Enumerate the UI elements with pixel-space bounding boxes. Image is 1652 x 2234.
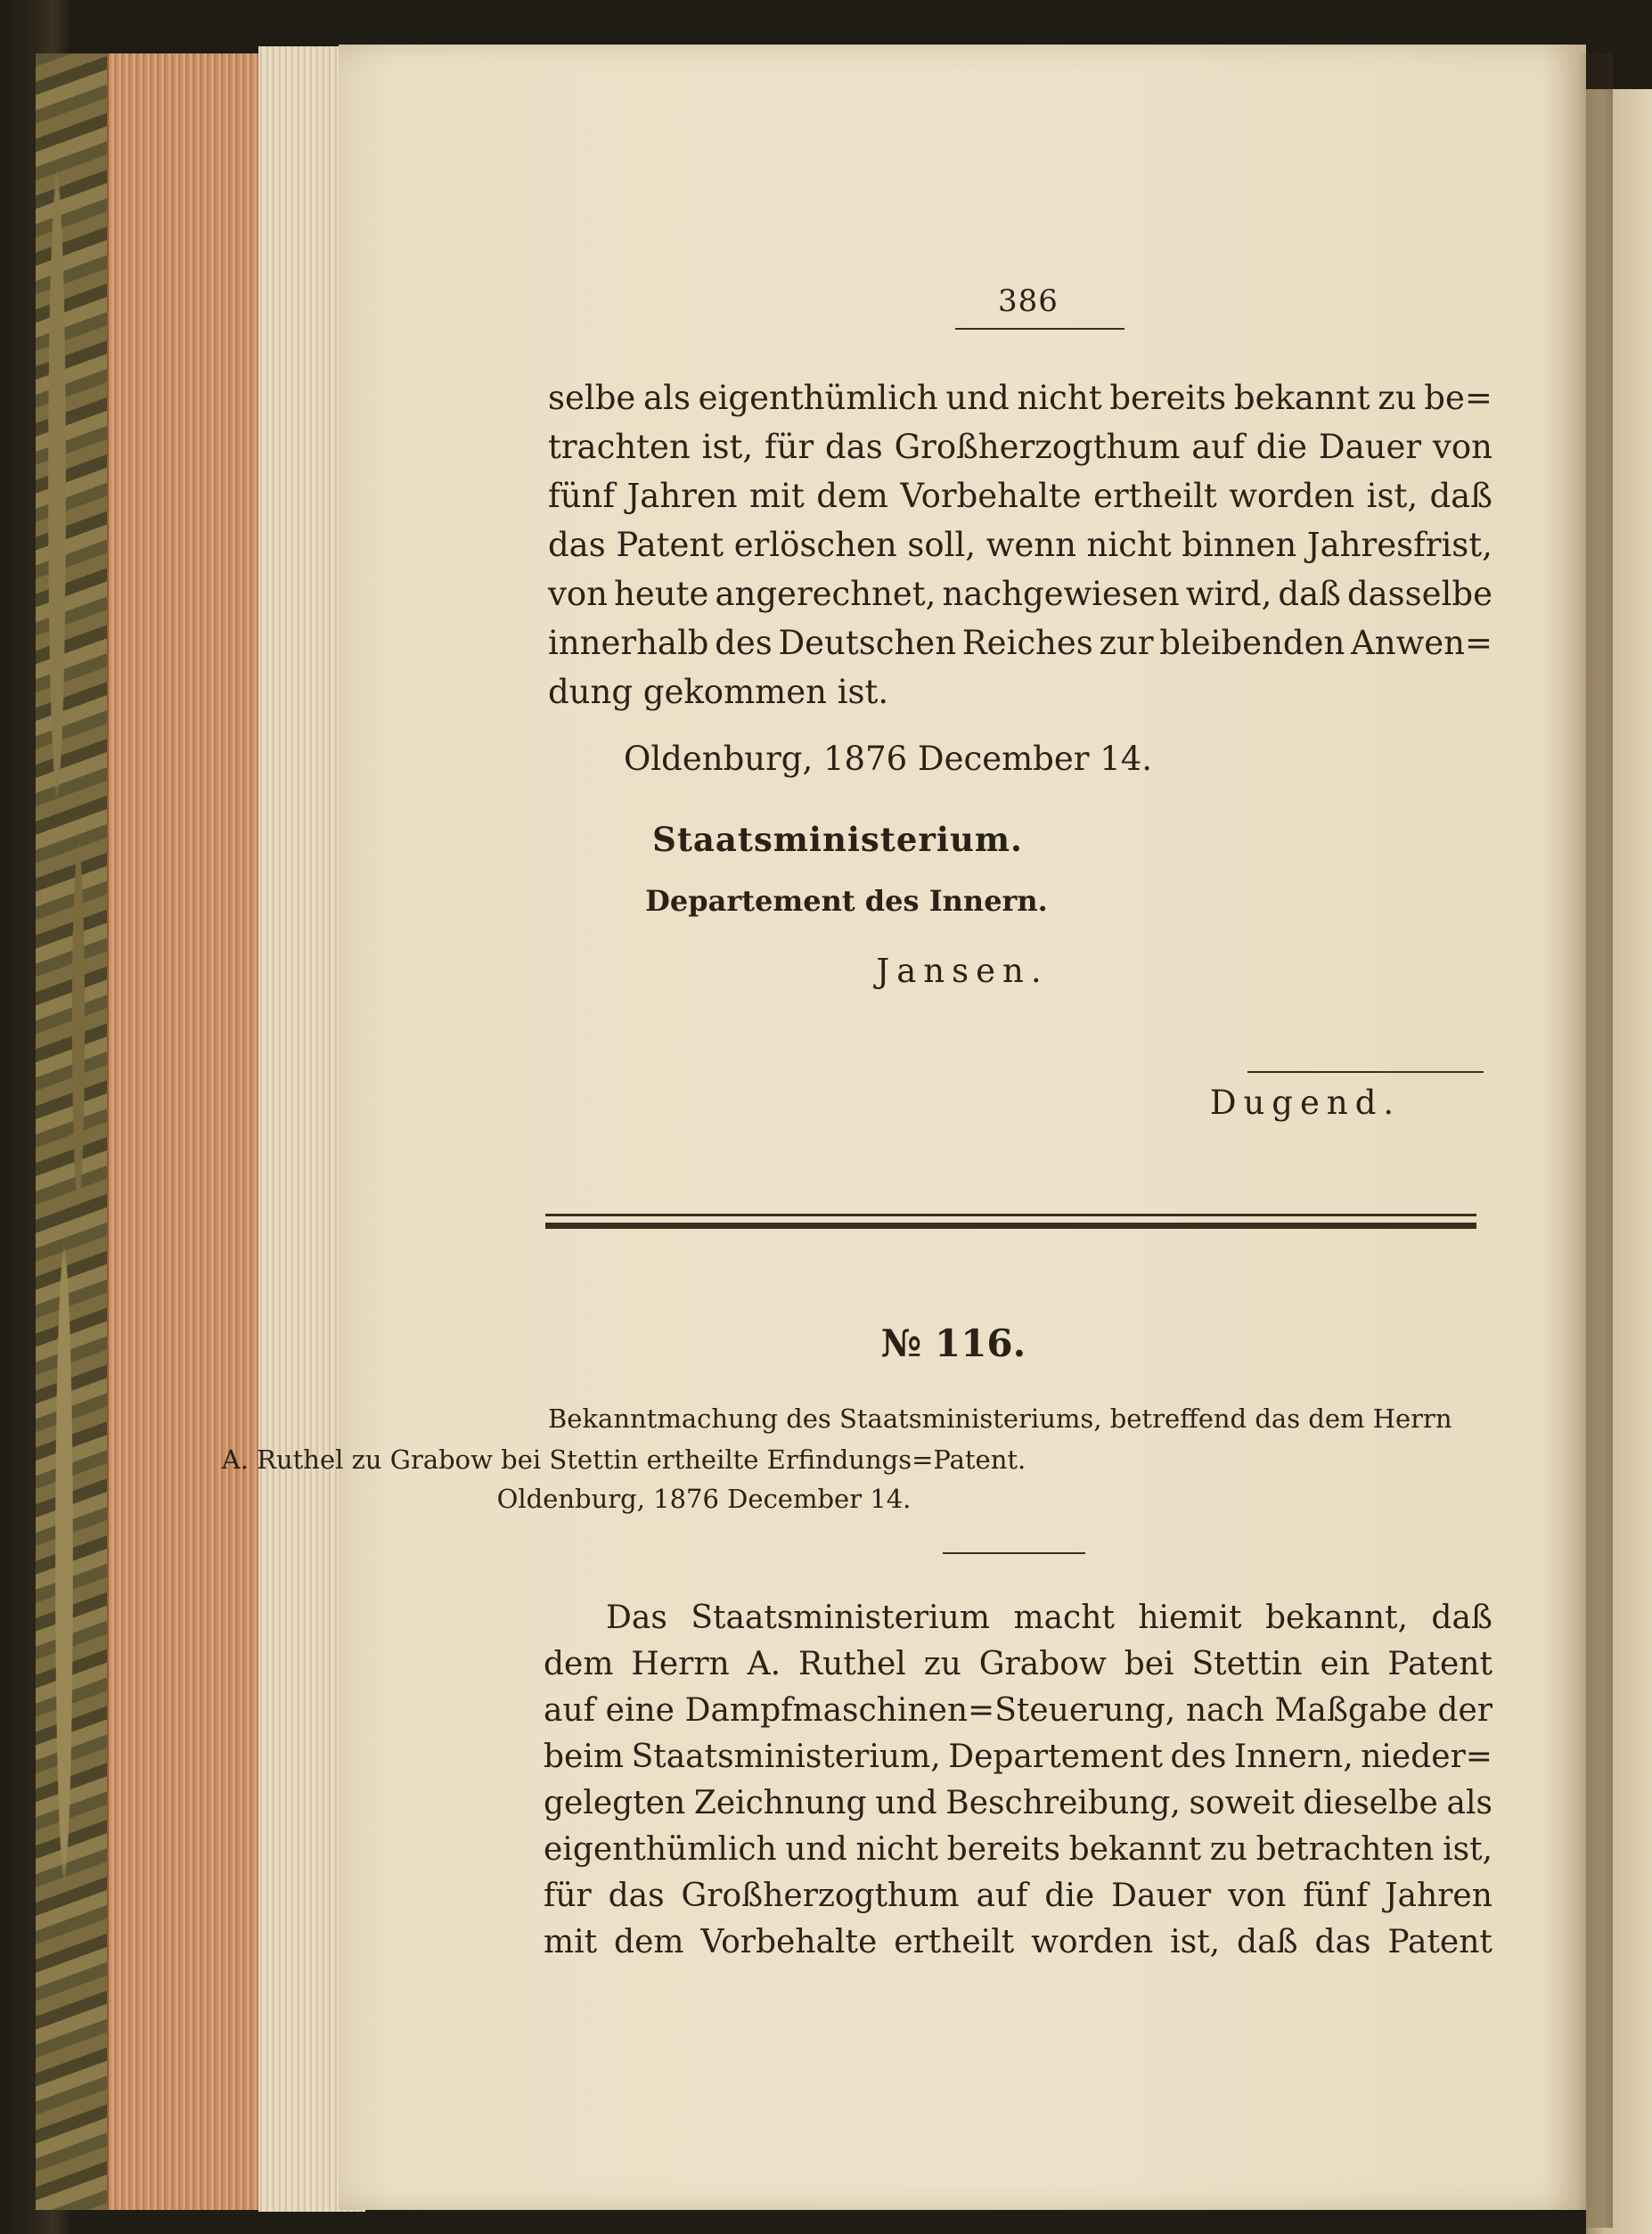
page-number-rule — [955, 328, 1125, 330]
paragraph-line: das Patent erlöschen soll, wenn nicht binnen Jahresfrist, — [548, 526, 1493, 564]
paragraph-line: fünf Jahren mit dem Vorbehalte ertheilt worden ist, daß — [548, 477, 1493, 515]
paragraph-line: dung gekommen ist. — [548, 673, 889, 711]
announcement-title-line-2: A. Ruthel zu Grabow bei Stettin ertheilte Erfindungs=Patent. — [221, 1444, 1026, 1475]
paragraph-line: innerhalb des Deutschen Reiches zur bleibenden Anwen= — [548, 624, 1493, 662]
paragraph-line: trachten ist, für das Großherzogthum auf die Dauer von — [548, 428, 1493, 466]
paragraph-line: auf eine Dampfmaschinen=Steuerung, nach Maßgabe der — [544, 1692, 1493, 1729]
paragraph-line: beim Staatsministerium, Departement des Innern, nieder= — [544, 1739, 1493, 1775]
paragraph-line: dem Herrn A. Ruthel zu Grabow bei Stettin ein Patent — [544, 1646, 1493, 1682]
paragraph-line: Das Staatsministerium macht hiemit bekannt, daß — [606, 1600, 1493, 1636]
page-gutter-shadow — [1577, 53, 1613, 2228]
page-number: 386 — [998, 283, 1059, 319]
title-rule — [943, 1552, 1085, 1554]
announcement-number: № 116. — [880, 1322, 1026, 1365]
signer-name: Jansen. — [876, 952, 1049, 990]
paragraph-line: selbe als eigenthümlich und nicht bereits bekannt zu be= — [548, 379, 1493, 417]
ministry-name: Staatsministerium. — [652, 820, 1023, 859]
paragraph-line: gelegten Zeichnung und Beschreibung, soweit dieselbe als — [544, 1785, 1493, 1821]
department-name: Departement des Innern. — [645, 884, 1048, 918]
announcement-title-line-3: Oldenburg, 1876 December 14. — [496, 1484, 912, 1514]
marbled-cover-edge — [36, 53, 110, 2210]
section-divider-bottom — [545, 1223, 1476, 1229]
paragraph-line: mit dem Vorbehalte ertheilt worden ist, daß das Patent — [544, 1924, 1493, 1960]
signature-rule — [1247, 1071, 1484, 1073]
paragraph-line: eigenthümlich und nicht bereits bekannt zu betrachten ist, — [544, 1831, 1493, 1868]
paragraph-line: von heute angerechnet, nachgewiesen wird, daß dasselbe — [548, 575, 1493, 613]
date-line: Oldenburg, 1876 December 14. — [624, 740, 1153, 778]
paragraph-line: für das Großherzogthum auf die Dauer von fünf Jahren — [544, 1878, 1493, 1914]
section-divider-top — [545, 1214, 1476, 1216]
announcement-title-line-1: Bekanntmachung des Staatsministeriums, betreffend das dem Herrn — [548, 1403, 1452, 1434]
countersigner-name: Dugend. — [1209, 1084, 1402, 1122]
